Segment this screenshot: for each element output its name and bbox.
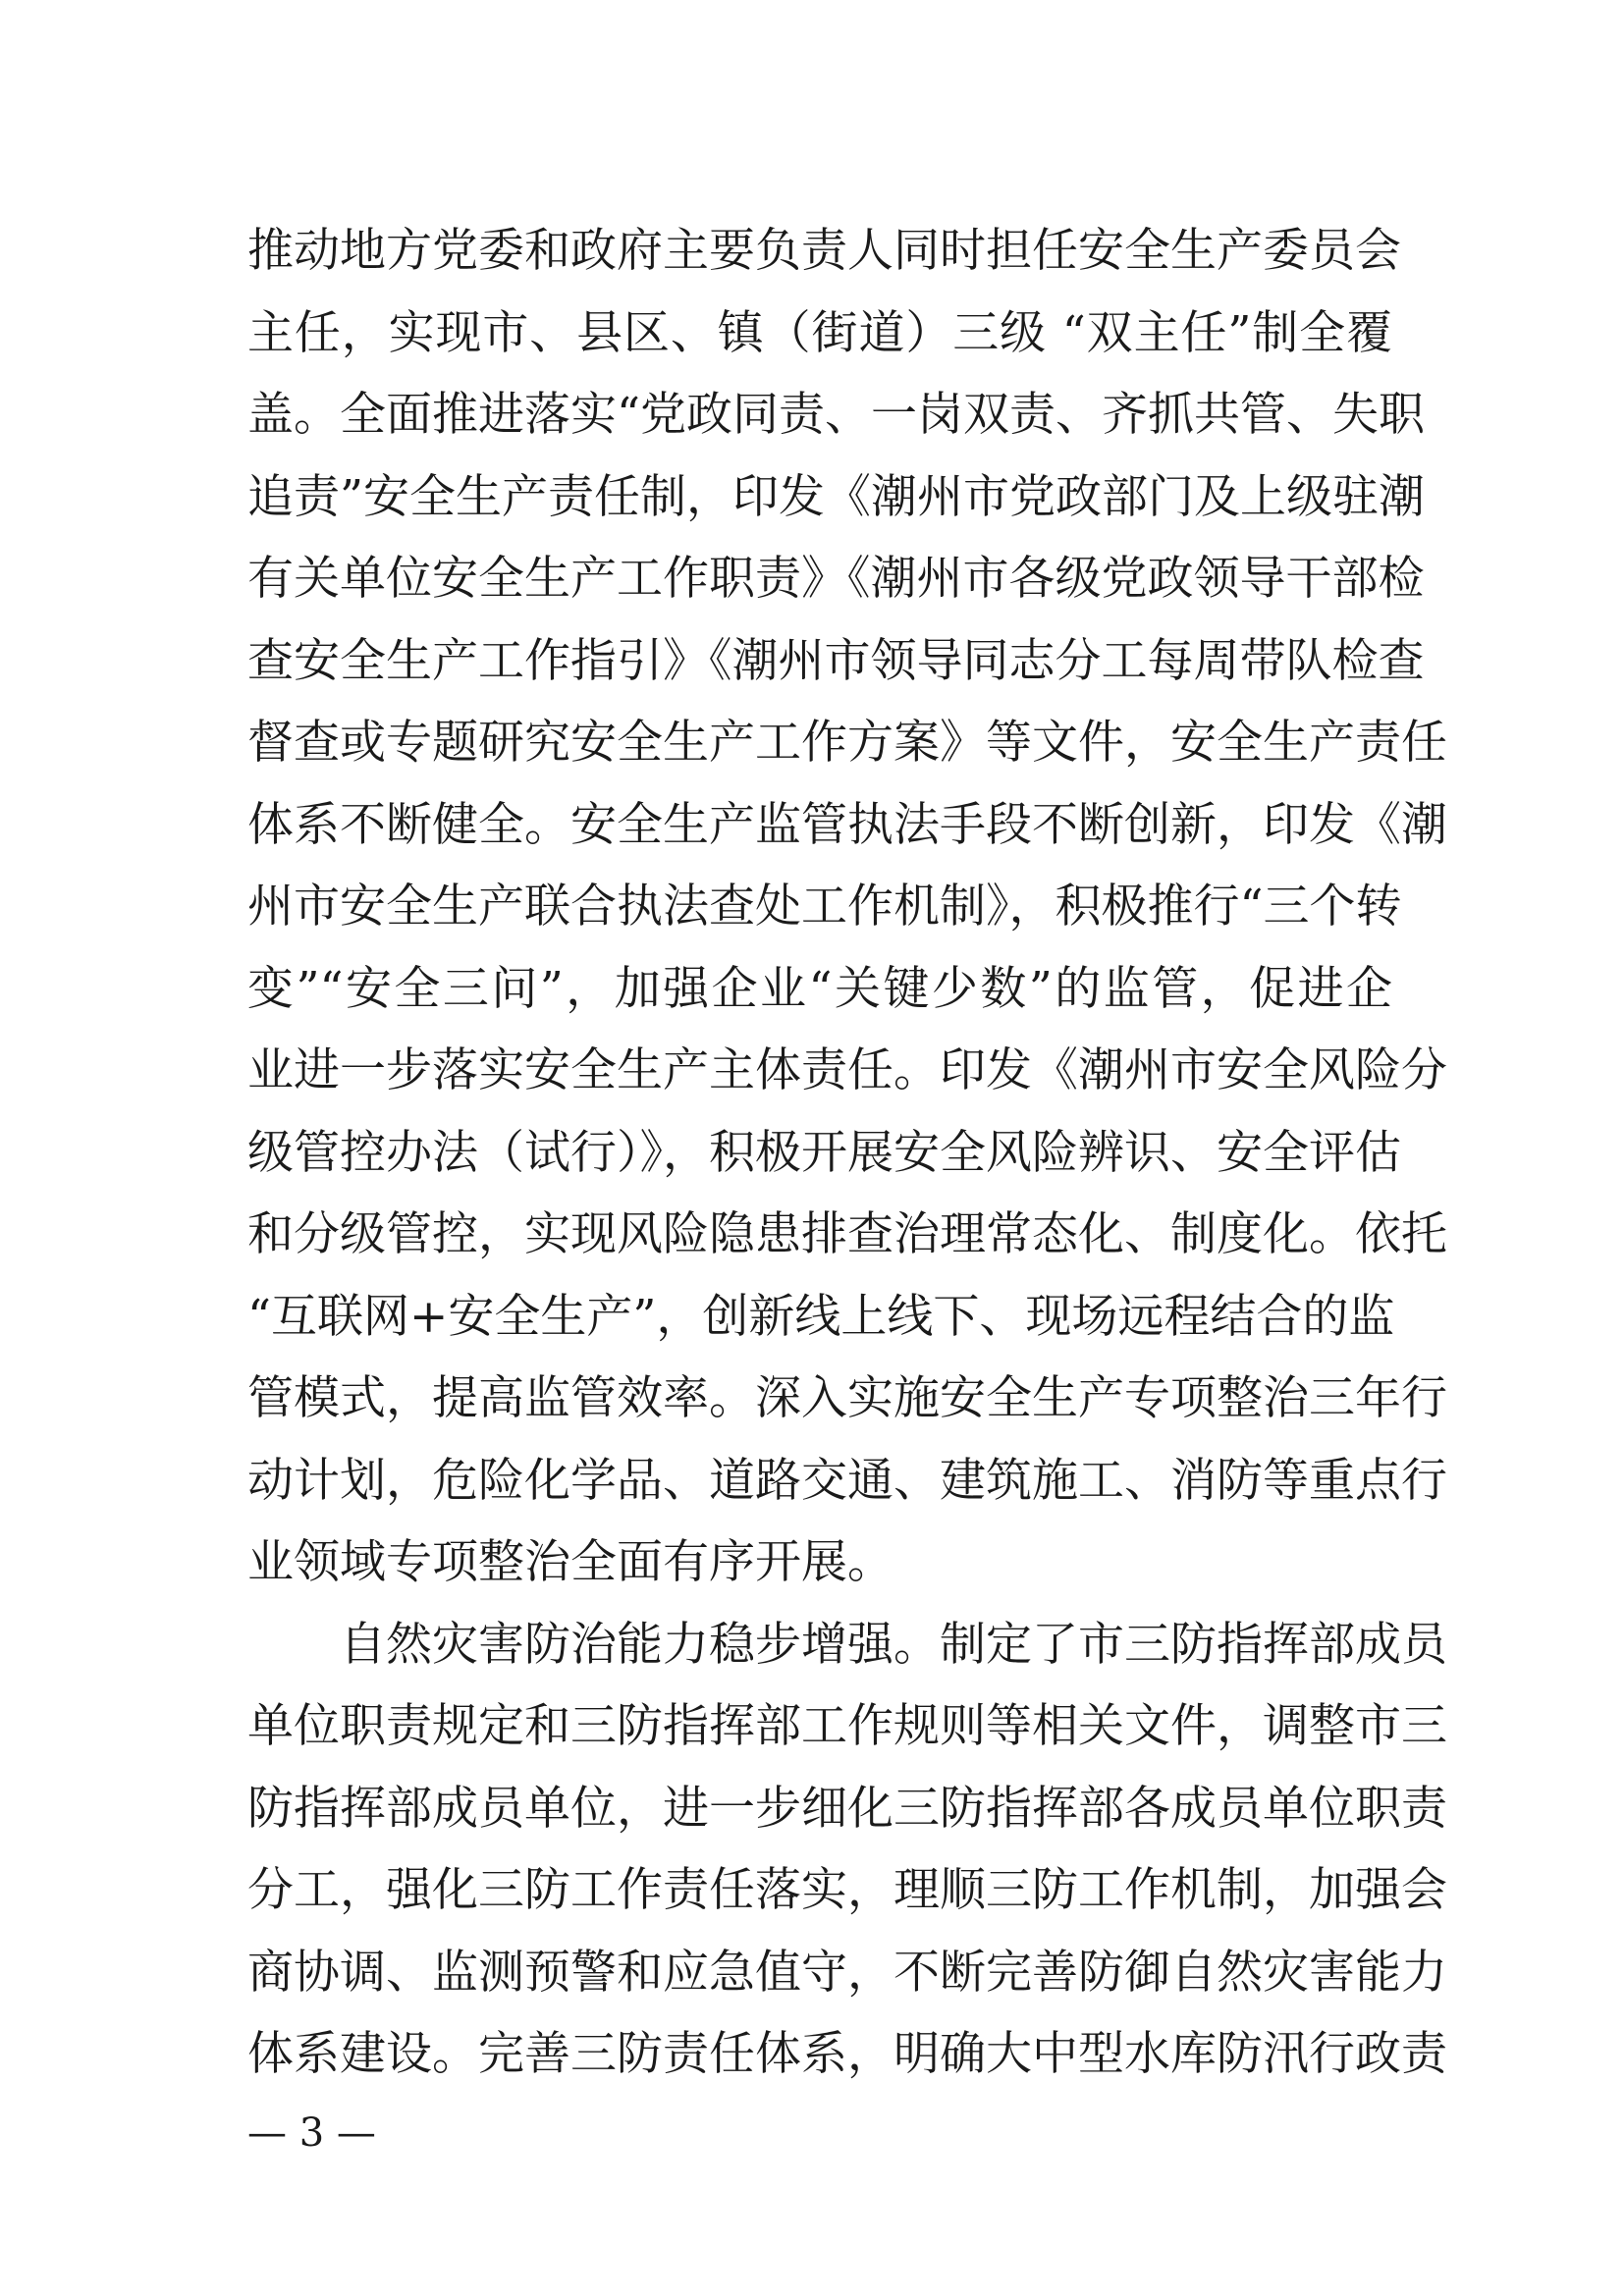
- paragraph-1: [247, 210, 1447, 1604]
- text-line: 级管控办法（试行）》，积极开展安全风险辨识、安全评估: [247, 1125, 1401, 1180]
- text-line: 变”“安全三问”，加强企业“关键少数”的监管，促进企: [247, 961, 1392, 1016]
- text-line: 管模式，提高监管效率。深入实施安全生产专项整治三年行: [247, 1371, 1447, 1425]
- text-line: 单位职责规定和三防指挥部工作规则等相关文件，调整市三: [247, 1699, 1447, 1753]
- body-text: [247, 210, 1447, 2096]
- text-line: 动计划，危险化学品、道路交通、建筑施工、消防等重点行: [247, 1453, 1447, 1508]
- text-line: 督查或专题研究安全生产工作方案》等文件，安全生产责任: [247, 716, 1447, 770]
- text-line: 主任，实现市、县区、镇（街道）三级 “双主任”制全覆: [247, 305, 1392, 360]
- text-line: 业领域专项整治全面有序开展。: [247, 1535, 893, 1589]
- text-line: 查安全生产工作指引》《潮州市领导同志分工每周带队检查: [247, 633, 1425, 688]
- paragraph-2: [247, 1604, 1447, 2096]
- text-line: “互联网+安全生产”，创新线上线下、现场远程结合的监: [247, 1289, 1395, 1344]
- text-line: 推动地方党委和政府主要负责人同时担任安全生产委员会: [247, 224, 1401, 278]
- text-line: 分工，强化三防工作责任落实，理顺三防工作机制，加强会: [247, 1863, 1447, 1917]
- text-line: 追责”安全生产责任制，印发《潮州市党政部门及上级驻潮: [247, 469, 1426, 524]
- text-line: 自然灾害防治能力稳步增强。制定了市三防指挥部成员: [340, 1617, 1447, 1672]
- text-line: 体系建设。完善三防责任体系，明确大中型水库防汛行政责: [247, 2027, 1447, 2081]
- text-line: 州市安全生产联合执法查处工作机制》，积极推行“三个转: [247, 880, 1402, 934]
- text-line: 有关单位安全生产工作职责》《潮州市各级党政领导干部检: [247, 552, 1425, 606]
- text-line: 商协调、监测预警和应急值守，不断完善防御自然灾害能力: [247, 1945, 1447, 2000]
- page-number: — 3 —: [247, 2110, 376, 2156]
- text-line: 盖。全面推进落实“党政同责、一岗双责、齐抓共管、失职: [247, 388, 1426, 442]
- text-line: 业进一步落实安全生产主体责任。印发《潮州市安全风险分: [247, 1043, 1447, 1097]
- text-line: 和分级管控，实现风险隐患排查治理常态化、制度化。依托: [247, 1207, 1447, 1261]
- text-line: 防指挥部成员单位，进一步细化三防指挥部各成员单位职责: [247, 1781, 1447, 1836]
- text-line: 体系不断健全。安全生产监管执法手段不断创新，印发《潮: [247, 797, 1447, 852]
